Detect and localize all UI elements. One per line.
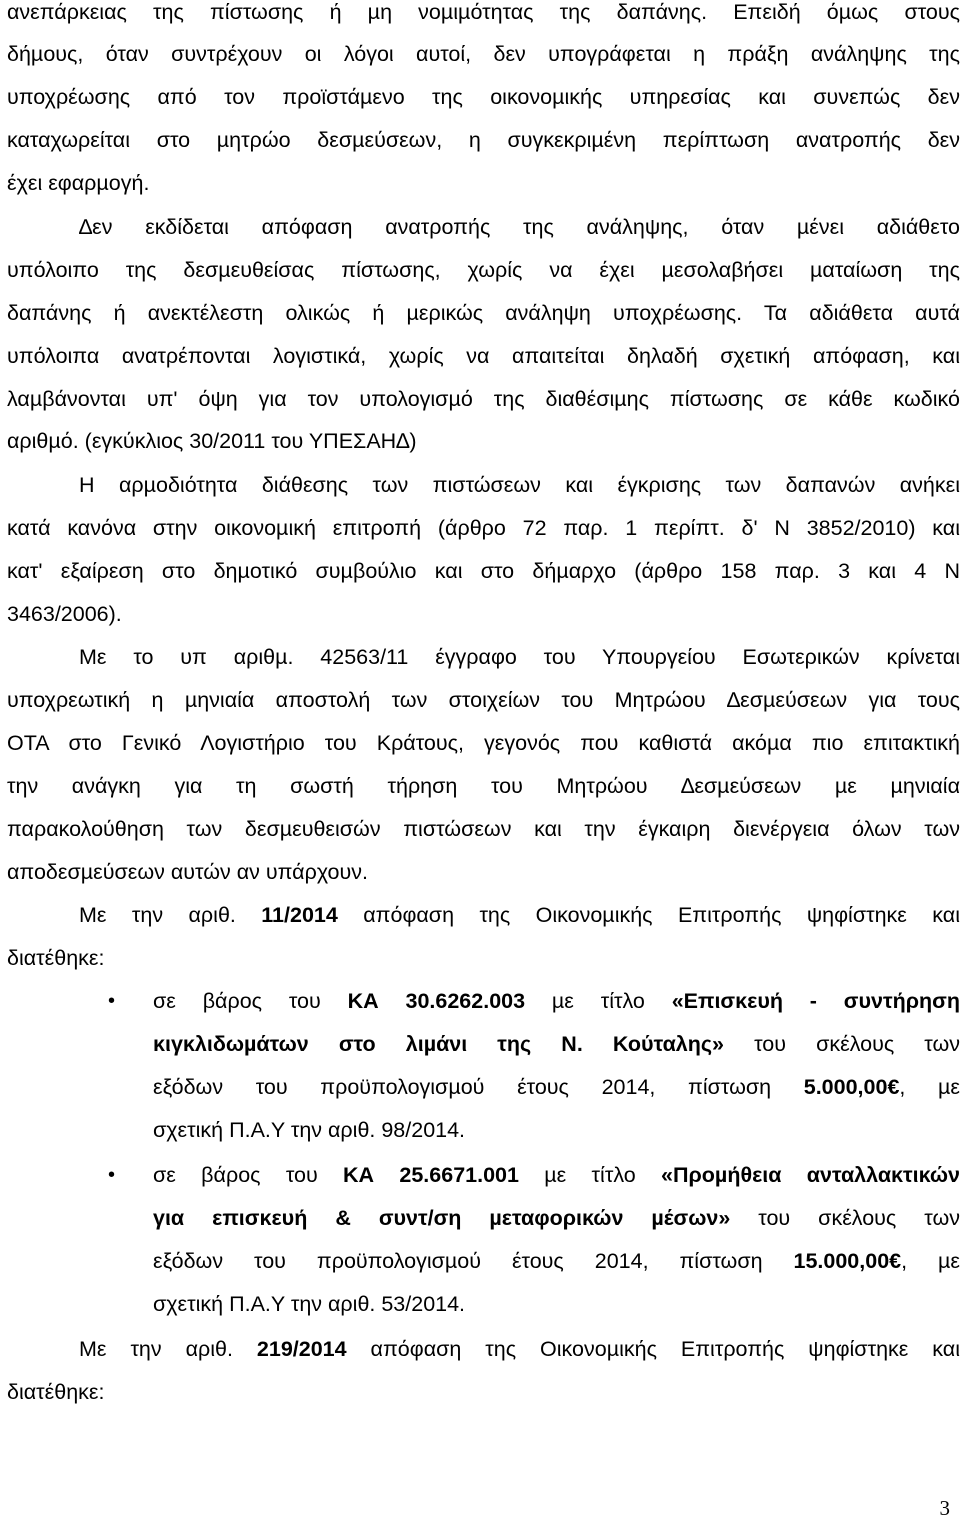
text-line: αποδεσµεύσεων αυτών αν υπάρχουν. bbox=[7, 860, 368, 884]
text-line: κατά κανόνα στην οικονοµική επιτροπή (άρθρο 72 παρ. 1 περίπτ. δ' Ν 3852/2010) και bbox=[7, 516, 960, 540]
text-span: , µε bbox=[901, 1249, 960, 1273]
text-line: 3463/2006). bbox=[7, 602, 122, 626]
text-line: παρακολούθηση των δεσµευθεισών πιστώσεων και την έγκαιρη διενέργεια όλων των bbox=[7, 817, 960, 841]
budget-code: ΚΑ 25.6671.001 bbox=[343, 1163, 519, 1187]
text-line: διατέθηκε: bbox=[7, 946, 105, 970]
text-line: Η αρµοδιότητα διάθεσης των πιστώσεων και έγκρισης των δαπανών ανήκει bbox=[79, 473, 960, 497]
amount: 5.000,00€ bbox=[803, 1075, 900, 1099]
text-line: δαπάνης ή ανεκτέλεστη ολικώς ή µερικώς ανάληψη υποχρέωσης. Τα αδιάθετα αυτά bbox=[7, 301, 960, 325]
text-line bbox=[153, 1030, 960, 1058]
text-line bbox=[79, 1335, 960, 1363]
text-line: υπόλοιπα ανατρέπονται λογιστικά, χωρίς να απαιτείται δηλαδή σχετική απόφαση, και bbox=[7, 344, 960, 368]
bullet-icon: • bbox=[108, 990, 116, 1012]
text-span: του σκέλους των bbox=[730, 1206, 960, 1230]
text-span: σε βάρος του bbox=[153, 989, 348, 1013]
text-line: υποχρεωτική η µηνιαία αποστολή των στοιχείων του Μητρώου ∆εσµεύσεων για τους bbox=[7, 688, 960, 712]
item-title: για επισκευή & συντ/ση µεταφορικών µέσων» bbox=[153, 1206, 731, 1230]
text-span: του σκέλους των bbox=[724, 1032, 960, 1056]
text-line: την ανάγκη για τη σωστή τήρηση του Μητρώου ∆εσµεύσεων µε µηνιαία bbox=[7, 774, 960, 798]
decision-suffix: απόφαση της Οικονοµικής Επιτροπής ψηφίστηκε και bbox=[346, 1337, 960, 1361]
text-line: έχει εφαρµογή. bbox=[7, 171, 150, 195]
text-line bbox=[153, 1204, 960, 1232]
text-line: Με το υπ αριθµ. 42563/11 έγγραφο του Υπουργείου Εσωτερικών κρίνεται bbox=[79, 645, 960, 669]
text-span: µε τίτλο bbox=[525, 989, 672, 1013]
text-line: καταχωρείται στο µητρώο δεσµεύσεων, η συγκεκριµένη περίπτωση ανατροπής δεν bbox=[7, 128, 960, 152]
text-line: ΟΤΑ στο Γενικό Λογιστήριο του Κράτους, γεγονός που καθιστά ακόµα πιο επιτακτική bbox=[7, 731, 960, 755]
text-line: ανεπάρκειας της πίστωσης ή µη νοµιµότητας της δαπάνης. Επειδή όµως στους bbox=[7, 0, 960, 24]
text-span: εξόδων του προϋπολογισµού έτους 2014, πίστωση bbox=[153, 1249, 794, 1273]
text-span: εξόδων του προϋπολογισµού έτους 2014, πίστωση bbox=[153, 1075, 804, 1099]
item-title: «Επισκευή - συντήρηση bbox=[671, 989, 960, 1013]
text-line: ∆εν εκδίδεται απόφαση ανατροπής της ανάληψης, όταν µένει αδιάθετο bbox=[79, 215, 960, 239]
text-line bbox=[153, 1161, 960, 1189]
text-line bbox=[153, 987, 960, 1015]
page-number: 3 bbox=[939, 1496, 950, 1520]
decision-suffix: απόφαση της Οικονοµικής Επιτροπής ψηφίστηκε και bbox=[337, 903, 960, 927]
text-line: υποχρέωσης από τον προϊστάµενο της οικονοµικής υπηρεσίας και συνεπώς δεν bbox=[7, 85, 960, 109]
text-line: κατ' εξαίρεση στο δηµοτικό συµβούλιο και στο δήµαρχο (άρθρο 158 παρ. 3 και 4 Ν bbox=[7, 559, 960, 583]
decision-number: 219/2014 bbox=[256, 1337, 347, 1361]
decision-prefix: Με την αριθ. bbox=[79, 903, 262, 927]
text-span: σε βάρος του bbox=[153, 1163, 344, 1187]
text-line: υπόλοιπο της δεσµευθείσας πίστωσης, χωρίς να έχει µεσολαβήσει µαταίωση της bbox=[7, 258, 960, 282]
text-line bbox=[153, 1247, 960, 1275]
decision-number: 11/2014 bbox=[261, 903, 338, 927]
text-line bbox=[153, 1073, 960, 1101]
text-line: αριθµό. (εγκύκλιος 30/2011 του ΥΠΕΣΑΗ∆) bbox=[7, 429, 417, 453]
amount: 15.000,00€ bbox=[793, 1249, 902, 1273]
bullet-icon: • bbox=[108, 1164, 116, 1186]
text-line: δήµους, όταν συντρέχουν οι λόγοι αυτοί, δεν υπογράφεται η πράξη ανάληψης της bbox=[7, 42, 960, 66]
text-line: διατέθηκε: bbox=[7, 1380, 105, 1404]
item-title: κιγκλιδωµάτων στο λιµάνι της Ν. Κούταλης» bbox=[153, 1032, 725, 1056]
text-span: , µε bbox=[899, 1075, 960, 1099]
text-span: µε τίτλο bbox=[518, 1163, 662, 1187]
budget-code: ΚΑ 30.6262.003 bbox=[347, 989, 526, 1013]
text-line: σχετική Π.Α.Υ την αριθ. 98/2014. bbox=[153, 1118, 466, 1142]
decision-prefix: Με την αριθ. bbox=[79, 1337, 257, 1361]
text-line: λαµβάνονται υπ' όψη για τον υπολογισµό της διαθέσιµης πίστωσης σε κάθε κωδικό bbox=[7, 387, 960, 411]
item-title: «Προµήθεια ανταλλακτικών bbox=[661, 1163, 960, 1187]
text-line: σχετική Π.Α.Υ την αριθ. 53/2014. bbox=[153, 1292, 466, 1316]
text-line bbox=[79, 901, 960, 929]
